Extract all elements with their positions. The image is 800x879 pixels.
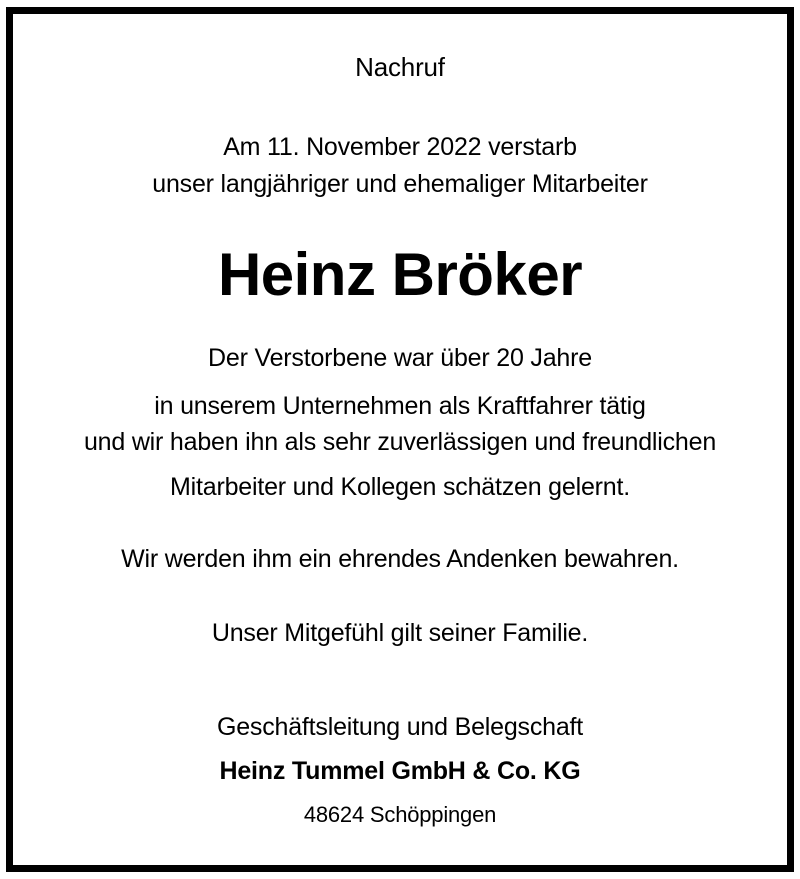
tribute-line-2: in unserem Unternehmen als Kraftfahrer tätig (154, 392, 646, 420)
company-name: Heinz Tummel GmbH & Co. KG (219, 757, 581, 785)
intro-line-2: unser langjähriger und ehemaliger Mitarbeiter (152, 170, 648, 198)
condolence-line: Unser Mitgefühl gilt seiner Familie. (211, 619, 589, 647)
tribute-line-3: und wir haben ihn als sehr zuverlässigen und freundlichen (83, 428, 717, 456)
tribute-line-1: Der Verstorbene war über 20 Jahre (208, 344, 592, 372)
notice-heading: Nachruf (355, 52, 445, 82)
deceased-name: Heinz Bröker (217, 241, 583, 308)
company-location: 48624 Schöppingen (303, 802, 497, 827)
signature-management: Geschäftsleitung und Belegschaft (216, 713, 584, 741)
intro-line-1: Am 11. November 2022 verstarb (223, 133, 577, 161)
remembrance-line: Wir werden ihm ein ehrendes Andenken bewahren. (121, 545, 679, 573)
tribute-line-4: Mitarbeiter und Kollegen schätzen gelernt. (170, 473, 630, 501)
